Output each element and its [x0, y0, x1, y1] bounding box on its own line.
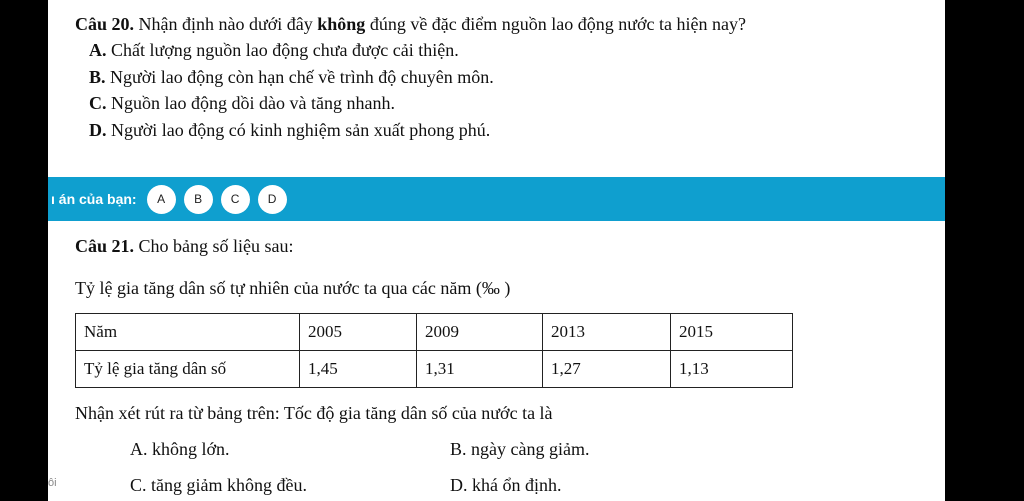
- question-20-text-bold: không: [317, 14, 366, 34]
- question-20-text-after: đúng về đặc điểm nguồn lao động nước ta hiện nay?: [365, 14, 746, 34]
- question-21-answer-d: D. khá ổn định.: [450, 475, 562, 495]
- right-dark-strip: [945, 0, 1024, 501]
- table-cell: 2009: [417, 314, 543, 351]
- answer-label: ı án của bạn:: [51, 191, 137, 207]
- question-20-option-b: B. Người lao động còn hạn chế về trình độ chuyên môn.: [89, 66, 494, 87]
- table-cell: 1,31: [417, 351, 543, 388]
- table-row: [76, 314, 793, 351]
- question-21-text: Cho bảng số liệu sau:: [134, 236, 294, 256]
- table-row: [76, 351, 793, 388]
- question-20: [75, 11, 935, 143]
- table-cell: 1,27: [543, 351, 671, 388]
- answer-choice-c[interactable]: C: [221, 185, 250, 214]
- question-20-option-c: C. Nguồn lao động dồi dào và tăng nhanh.: [89, 93, 395, 113]
- table-cell: 2015: [671, 314, 793, 351]
- table-cell: 1,13: [671, 351, 793, 388]
- answer-choice-b[interactable]: B: [184, 185, 213, 214]
- table-caption: Tỷ lệ gia tăng dân số tự nhiên của nước ta qua các năm (‰ ): [75, 278, 511, 298]
- table-cell: Tỷ lệ gia tăng dân số: [76, 351, 300, 388]
- question-21-answer-c: C. tăng giảm không đều.: [130, 475, 307, 495]
- table-cell: 1,45: [300, 351, 417, 388]
- answer-choice-a[interactable]: A: [147, 185, 176, 214]
- question-20-option-a: A. Chất lượng nguồn lao động chưa được cải thiện.: [89, 40, 459, 60]
- question-21-title: [75, 233, 915, 259]
- table-cell: 2013: [543, 314, 671, 351]
- question-20-title: [75, 11, 935, 37]
- question-21-number: Câu 21.: [75, 236, 135, 256]
- side-fragment-text: ôi: [48, 477, 57, 489]
- document-page: [48, 0, 945, 501]
- question-21-comment: Nhận xét rút ra từ bảng trên: Tốc độ gia tăng dân số của nước ta là: [75, 403, 553, 423]
- table-cell: Năm: [76, 314, 300, 351]
- answer-choice-d[interactable]: D: [258, 185, 287, 214]
- question-21-answer-a: A. không lớn.: [130, 439, 230, 459]
- question-20-text-before: Nhận định nào dưới đây: [134, 14, 318, 34]
- data-table: [75, 313, 793, 388]
- table-cell: 2005: [300, 314, 417, 351]
- question-20-option-d: D. Người lao động có kinh nghiệm sản xuất phong phú.: [89, 119, 491, 140]
- question-20-number: Câu 20.: [75, 14, 135, 34]
- question-21-answer-b: B. ngày càng giảm.: [450, 439, 590, 459]
- question-21: [75, 233, 915, 301]
- answer-bar: [48, 177, 945, 221]
- left-dark-strip: [0, 0, 48, 501]
